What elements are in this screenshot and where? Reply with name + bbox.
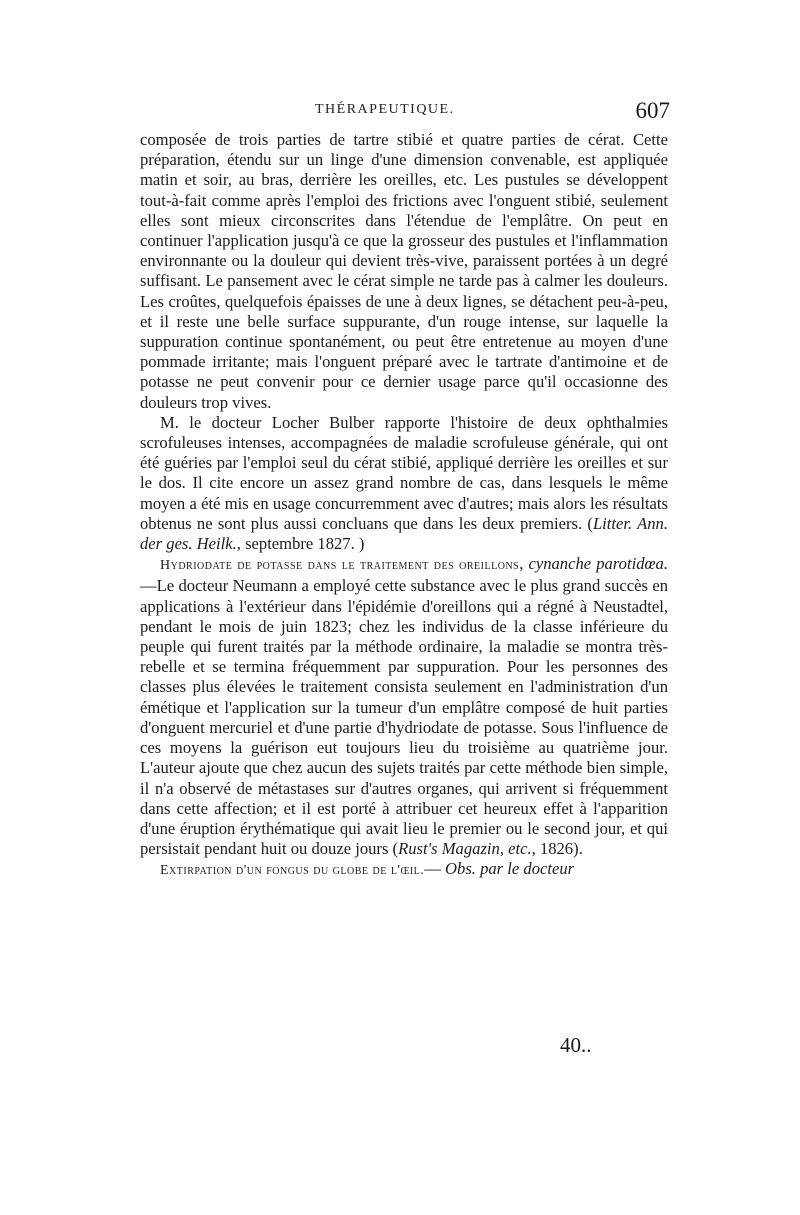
latin-term: cynanche parotidœa. <box>528 554 669 574</box>
paragraph-3-end: , 1826). <box>531 839 583 859</box>
page-header <box>140 98 670 124</box>
paragraph-1: composée de trois parties de tartre stibié et quatre parties de cérat. Cette préparation, étendu sur un linge d'une dimension convenable, est appliquée matin et soir, au bras, derrière les oreilles, etc. Les pustules se développent tout-à-fait comme après l'emploi des frictions avec l'onguent stibié, seulement elles sont mieux circonscrites dans l'étendue de l'emplâtre. On peut en continuer l'application jusqu'à ce que la grosseur des pustules et l'inflammation environnante ou la douleur qui devient très-vive, paraissent portées à un degré suffisant. Le pansement avec le cérat simple ne tarde pas à calmer les douleurs. Les croûtes, quelquefois épaisses de une à deux lignes, se détachent peu-à-peu, et il reste une belle surface suppurante, d'un rouge intense, sur laquelle la suppuration continue spontanément, ou peut être entretenue au moyen d'une pommade irritante; mais l'onguent préparé avec le tartrate d'antimoine et de potasse ne peut convenir pour ce dernier usage parce qu'il occasionne des douleurs trop vives. <box>140 130 668 412</box>
paragraph-3-text: —Le docteur Neumann a employé cette substance avec le plus grand succès en applications à l'extérieur dans l'épidémie d'oreillons qui a régné à Neustadtel, pendant le mois de juin 1823; chez les individus de la classe inférieure du peuple qui furent traités par la méthode ordinaire, la maladie se montra très-rebelle et se termina fréquemment par suppuration. Pour les personnes des classes plus élevées le traitement consista seulement en l'administration d'un émétique et l'application sur la tumeur d'un emplâtre composé de huit parties d'onguent mercuriel et d'une partie d'hydriodate de potasse. Sous l'influence de ces moyens la guérison eut toujours lieu du troisième au quatrième jour. L'auteur ajoute que chez aucun des sujets traités par cette méthode bien simple, il n'a observé de métastases sur d'autres organes, qui arrivent si fréquemment dans cette affection; et il est porté à attribuer cet heureux effet à l'apparition d'une éruption érythématique qui avait lieu le premier ou le second jour, et qui persistait pendant huit ou douze jours ( <box>140 576 668 859</box>
paragraph-4 <box>140 859 668 881</box>
body-text <box>140 130 668 882</box>
section-title-sep: , <box>519 554 529 574</box>
paragraph-2-text: M. le docteur Locher Bulber rapporte l'histoire de deux ophthalmies scrofuleuses intenses, accompagnées de maladie scrofuleuse générale, qui ont été guéries par l'emploi seul du cérat stibié, appliqué derrière les oreilles et sur le dos. Il cite encore un assez grand nombre de cas, dans lesquels le même moyen a été mis en usage concurremment avec d'autres; mais alors les résultats obtenus ne sont plus aussi concluans que dans les deux premiers. ( <box>140 412 668 533</box>
paragraph-2-end: , septembre 1827. ) <box>236 534 365 554</box>
section-title-dash: — <box>424 859 446 879</box>
citation-rust: Rust's Magazin, etc. <box>398 839 532 859</box>
observation-text: Obs. par le docteur <box>445 859 575 879</box>
paragraph-3 <box>140 554 668 859</box>
paragraph-2 <box>140 413 668 554</box>
running-head: THÉRAPEUTIQUE. <box>315 102 455 117</box>
section-title-extirpation: Extirpation d'un fongus du globe de l'œil. <box>160 863 425 879</box>
section-title-hydriodate: Hydriodate de potasse dans le traitement des oreillons <box>160 558 520 574</box>
page-number: 607 <box>635 98 670 123</box>
citation-litter: Litter. Ann. der ges. Heilk. <box>140 513 668 554</box>
signature-mark: 40.. <box>560 1033 592 1057</box>
